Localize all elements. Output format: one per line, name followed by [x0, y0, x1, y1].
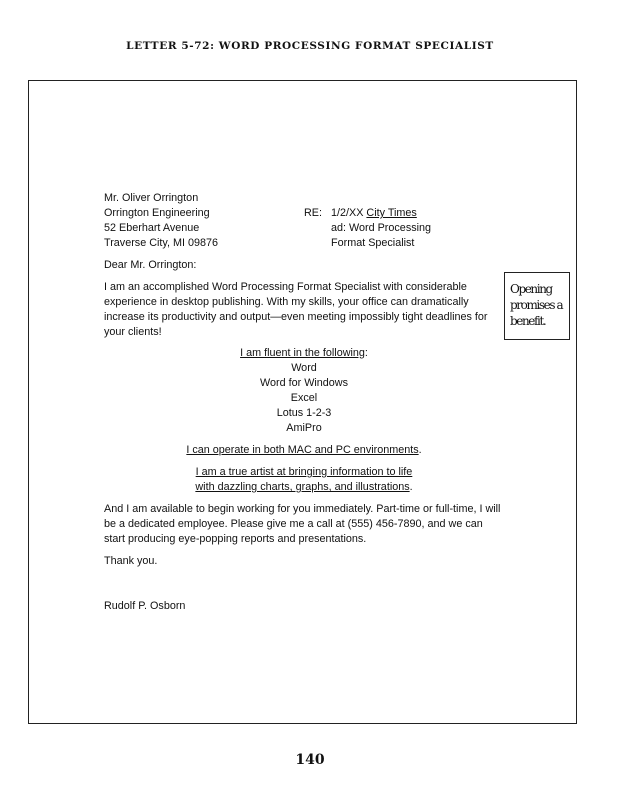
skill-item: Word for Windows [260, 377, 348, 389]
re-line: Format Specialist [331, 237, 415, 249]
address-line: Mr. Oliver Orrington [104, 192, 199, 204]
period: . [418, 444, 422, 456]
skill-item: Lotus 1-2-3 [276, 407, 332, 419]
note-line: benefit. [510, 314, 546, 328]
re-source: City Times [366, 207, 417, 219]
address-line: Orrington Engineering [104, 207, 210, 219]
skill-item: AmiPro [286, 422, 322, 434]
address-row [104, 191, 504, 251]
recipient-address [104, 191, 304, 251]
page-title: LETTER 5-72: WORD PROCESSING FORMAT SPECIALIST [126, 40, 494, 52]
reference-block [304, 191, 431, 251]
note-line: Opening [510, 282, 552, 296]
opening-paragraph: I am an accomplished Word Processing Format Specialist with considerable experience in desktop publishing. With my skills, your office can dramatically increase its productivity and output—even meeting impossibly tight deadlines for your clients! [104, 281, 488, 338]
re-line: ad: Word Processing [331, 222, 432, 234]
skills-list [104, 346, 504, 436]
skill-item: Excel [290, 392, 318, 404]
salutation: Dear Mr. Orrington: [104, 259, 197, 271]
skill-item: Word [291, 362, 317, 374]
page-number: 140 [295, 752, 325, 768]
closing-paragraph: And I am available to begin working for you immediately. Part-time or full-time, I will be a dedicated employee. Please give me a call at (555) 456-7890, and we can start producing eye-popping reports and presentations. [104, 503, 501, 545]
signature-name: Rudolf P. Osborn [104, 600, 186, 612]
re-label: RE: [304, 207, 322, 219]
address-line: Traverse City, MI 09876 [104, 237, 219, 249]
re-line [331, 206, 431, 221]
period: . [409, 481, 413, 493]
re-date: 1/2/XX [331, 207, 364, 219]
skills-heading: I am fluent in the following [240, 347, 365, 359]
artist-line-2: with dazzling charts, graphs, and illustrations [195, 481, 410, 493]
margin-note [504, 272, 570, 340]
mac-pc-text: I can operate in both MAC and PC environments [186, 444, 419, 456]
skills-colon: : [364, 347, 368, 359]
note-line: promises a [510, 298, 563, 312]
thanks-line: Thank you. [104, 555, 158, 567]
artist-line-1: I am a true artist at bringing information to life [195, 466, 413, 478]
mac-pc-line [104, 443, 504, 458]
address-line: 52 Eberhart Avenue [104, 222, 200, 234]
letter-body [104, 191, 504, 614]
artist-lines [104, 465, 504, 495]
